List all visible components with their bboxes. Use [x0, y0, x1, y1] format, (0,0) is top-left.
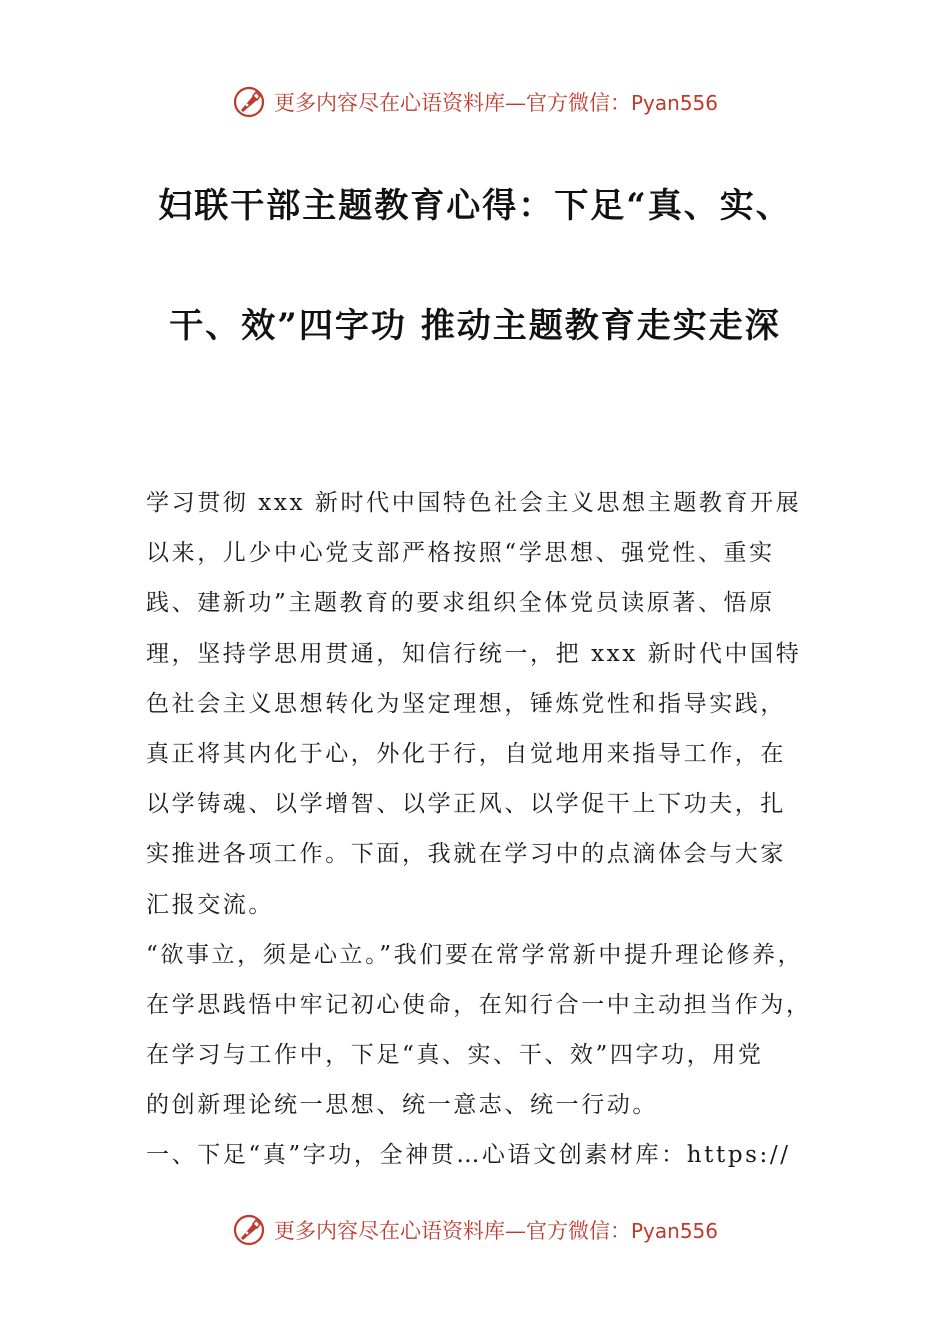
document-title-line-2: 干、效”四字功 推动主题教育走实走深 [169, 306, 781, 346]
footer-watermark-banner [0, 1210, 950, 1250]
header-watermark-banner [0, 82, 950, 122]
footer-banner-text [274, 1215, 718, 1245]
footer-banner-dash: — [504, 1219, 526, 1243]
header-banner-wechat-label: 官方微信： [525, 91, 631, 115]
body-line: 实推进各项工作。下面，我就在学习中的点滴体会与大家 [146, 841, 786, 868]
body-line: 的创新理论统一思想、统一意志、统一行动。 [146, 1092, 658, 1119]
document-title-line-1: 妇联干部主题教育心得：下足“真、实、 [158, 186, 792, 226]
pen-nib-logo-icon [232, 85, 266, 119]
document-body [146, 478, 816, 1181]
header-banner-handle: Pyan556 [630, 91, 718, 115]
body-line: 一、下足“真”字功，全神贯…心语文创素材库：https:// [146, 1142, 791, 1169]
body-line: 以学铸魂、以学增智、以学正风、以学促干上下功夫，扎 [146, 791, 786, 818]
body-line: “欲事立，须是心立。”我们要在常学常新中提升理论修养， [146, 941, 804, 968]
body-line: 学习贯彻 xxx 新时代中国特色社会主义思想主题教育开展 [146, 490, 802, 516]
body-line: 理，坚持学思用贯通，知信行统一，把 xxx 新时代中国特 [146, 640, 802, 667]
body-line: 色社会主义思想转化为坚定理想，锤炼党性和指导实践， [146, 690, 786, 717]
body-line: 真正将其内化于心，外化于行，自觉地用来指导工作，在 [146, 740, 786, 767]
footer-banner-handle: Pyan556 [630, 1219, 718, 1243]
footer-banner-wechat-label: 官方微信： [525, 1219, 631, 1243]
body-line: 以来，儿少中心党支部严格按照“学思想、强党性、重实 [146, 540, 775, 567]
body-line: 在学习与工作中，下足“真、实、干、效”四字功，用党 [146, 1042, 764, 1069]
body-line: 在学思践悟中牢记初心使命，在知行合一中主动担当作为， [146, 991, 812, 1018]
footer-banner-main: 更多内容尽在心语资料库 [273, 1219, 505, 1243]
header-banner-main: 更多内容尽在心语资料库 [273, 91, 505, 115]
body-line: 践、建新功”主题教育的要求组织全体党员读原著、悟原 [146, 590, 775, 617]
header-banner-dash: — [504, 91, 526, 115]
pen-nib-logo-icon [232, 1213, 266, 1247]
body-line: 汇报交流。 [146, 891, 274, 918]
header-banner-text [274, 87, 718, 117]
